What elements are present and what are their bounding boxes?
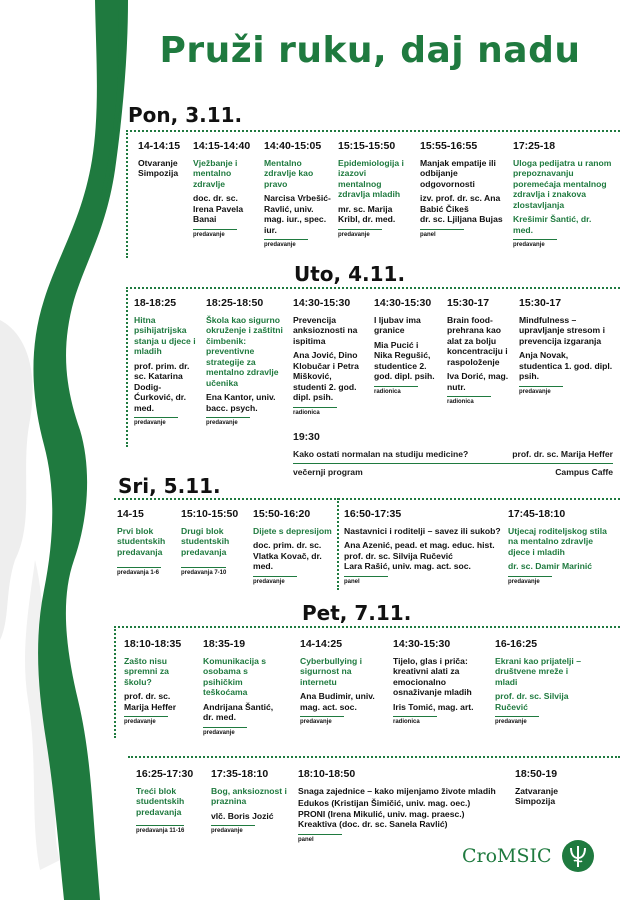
slot-title: Prevencija anksioznosti na ispitima	[293, 314, 358, 346]
slot-title: Brain food-prehrana kao alat za bolju koncentraciju i raspoloženje	[447, 314, 508, 367]
evening-time: 19:30	[293, 431, 320, 443]
schedule-slot	[203, 638, 281, 737]
slot-speaker: Anja Novak, studentica 1. god. dipl. psih.	[519, 350, 613, 382]
schedule-slot	[206, 297, 284, 427]
day-label-tue: Uto, 4.11.	[294, 262, 406, 286]
slot-time: 16-16:25	[495, 638, 538, 650]
schedule-slot	[136, 768, 202, 836]
slot-type: panel	[344, 576, 388, 586]
slot-time: 15:30-17	[447, 297, 490, 309]
slot-type: radionica	[447, 396, 491, 406]
schedule-slot	[293, 297, 367, 417]
slot-time: 18:10-18:50	[298, 768, 356, 780]
slot-type: predavanje	[338, 229, 382, 239]
slot-time: 18-18:25	[134, 297, 177, 309]
slot-title: Treći blok studentskih predavanja	[136, 785, 185, 817]
slot-title: Zašto nisu spremni za školu?	[124, 655, 169, 687]
slot-speaker: Krešimir Šantić, dr. med.	[513, 214, 592, 235]
slot-time: 14-14:15	[138, 140, 181, 152]
slot-title: Škola kao sigurno okruženje i zaštitni čimbenik: preventivne strategije za mentalno zdravlje učenika	[206, 314, 283, 388]
slot-title: Tijelo, glas i priča: kreativni alati za emocionalno osnaživanje mladih	[393, 655, 472, 698]
slot-title: Mentalno zdravlje kao pravo	[264, 157, 314, 189]
schedule-slot	[117, 508, 177, 578]
slot-type: predavanje	[519, 386, 563, 396]
divider-mon	[126, 130, 620, 132]
slot-speaker: Iris Tomić, mag. art.	[393, 701, 474, 712]
schedule-slot	[264, 140, 334, 250]
slot-time: 14:30-15:30	[374, 297, 432, 309]
slot-time: 14-15	[117, 508, 144, 520]
slot-time: 16:25-17:30	[136, 768, 194, 780]
slot-title: Utjecaj roditeljskog stila na mentalno zdravlje djece i mladih	[508, 525, 607, 557]
slot-time: 18:25-18:50	[206, 297, 264, 309]
slot-time: 14:30-15:30	[393, 638, 451, 650]
slot-time: 14:15-14:40	[193, 140, 251, 152]
slot-speaker: prof. prim. dr. sc. Katarina Dodig-Ćurković, dr. med.	[134, 360, 190, 413]
schedule-slot	[374, 297, 438, 396]
divider-tue-vertical	[126, 287, 128, 447]
schedule-slot	[393, 638, 483, 727]
slot-speaker: Andrijana Šantić, dr. med.	[203, 701, 274, 723]
divider-thu-vertical	[114, 626, 116, 738]
cromsic-logo	[462, 838, 596, 874]
grey-brush-stroke	[0, 320, 33, 640]
slot-speaker: Ena Kantor, univ. bacc. psych.	[206, 392, 276, 413]
slot-title: Zatvaranje Simpozija	[515, 785, 558, 807]
slot-type: panel	[298, 834, 342, 844]
slot-time: 15:55-16:55	[420, 140, 478, 152]
slot-speaker: vlč. Boris Jozić	[211, 810, 274, 821]
divider-thu	[114, 626, 620, 628]
slot-title: Komunikacija s osobama s psihičkim teškoćama	[203, 655, 267, 698]
divider-wed	[114, 498, 620, 500]
slot-speaker: Edukos (Kristijan Šimičić, univ. mag. oec.) PRONI (Irena Mikulić, univ. mag. praesc.) Kreaktiva (doc. dr. sc. Sanela Ravlić)	[298, 798, 471, 830]
caduceus-icon	[560, 838, 596, 874]
slot-type: predavanja 1-6	[117, 567, 161, 577]
slot-type: predavanje	[206, 417, 250, 427]
day-label-mon: Pon, 3.11.	[128, 103, 243, 127]
divider-mon-vertical	[126, 130, 128, 258]
slot-speaker: Iva Dorić, mag. nutr.	[447, 371, 509, 392]
evening-program	[293, 431, 613, 477]
slot-title: Cyberbullying i sigurnost na internetu	[300, 655, 363, 687]
slot-time: 15:30-17	[519, 297, 562, 309]
slot-type: panel	[420, 229, 464, 239]
slot-title: Ekrani kao prijatelji – društvene mreže i mladi	[495, 655, 581, 687]
slot-time: 17:25-18	[513, 140, 556, 152]
evening-question: Kako ostati normalan na studiju medicine?	[293, 449, 469, 459]
schedule-slot	[515, 768, 585, 807]
slot-title: Snaga zajednice – kako mijenjamo živote mladih	[298, 785, 496, 796]
slot-speaker: doc. dr. sc. Irena Pavela Banai	[193, 193, 244, 225]
slot-title: Prvi blok studentskih predavanja	[117, 525, 166, 557]
evening-rule	[293, 463, 613, 464]
slot-title: Mindfulness – upravljanje stresom i prevencija izgaranja	[519, 314, 605, 346]
slot-type: predavanje	[264, 239, 308, 249]
slot-time: 18:35-19	[203, 638, 246, 650]
slot-type: predavanje	[300, 716, 344, 726]
slot-speaker: Narcisa Vrbešić-Ravlić, univ. mag. iur., spec. iur.	[264, 193, 331, 235]
schedule-slot	[508, 508, 614, 586]
day-label-wed: Sri, 5.11.	[118, 474, 221, 498]
slot-time: 14:40-15:05	[264, 140, 322, 152]
schedule-slot	[211, 768, 287, 836]
slot-type: predavanje	[134, 417, 178, 427]
slot-time: 14-14:25	[300, 638, 343, 650]
slot-type: radionica	[393, 716, 437, 726]
schedule-slot	[124, 638, 194, 727]
slot-type: predavanja 11-16	[136, 825, 184, 835]
slot-speaker: doc. prim. dr. sc. Vlatka Kovač, dr. med.	[253, 540, 322, 572]
slot-type: predavanje	[253, 576, 297, 586]
schedule-slot	[447, 297, 509, 407]
slot-speaker: Ana Azenić, pead. et mag. educ. hist. prof. dr. sc. Silvija Ručević Lara Rašić, univ. mag. act. soc.	[344, 540, 495, 572]
slot-type: predavanja 7-10	[181, 567, 226, 577]
slot-type: radionica	[374, 386, 418, 396]
slot-time: 18:10-18:35	[124, 638, 182, 650]
slot-type: predavanje	[193, 229, 237, 239]
evening-place: Campus Caffe	[555, 467, 613, 477]
day-label-thu: Pet, 7.11.	[302, 601, 412, 625]
schedule-slot	[519, 297, 613, 396]
logo-text: CroMSIC	[462, 845, 552, 867]
slot-type: predavanje	[124, 716, 168, 726]
schedule-slot	[495, 638, 585, 727]
divider-wed-vertical	[337, 498, 339, 590]
schedule-slot	[298, 768, 504, 844]
schedule-slot	[193, 140, 259, 239]
slot-type: radionica	[293, 407, 337, 417]
slot-title: Manjak empatije ili odbijanje odgovornosti	[420, 157, 496, 189]
slot-time: 18:50-19	[515, 768, 558, 780]
slot-time: 15:10-15:50	[181, 508, 239, 520]
slot-speaker: mr. sc. Marija Kribl, dr. med.	[338, 203, 396, 225]
schedule-slot	[300, 638, 384, 727]
slot-time: 15:50-16:20	[253, 508, 311, 520]
slot-speaker: Ana Budimir, univ. mag. act. soc.	[300, 691, 375, 712]
schedule-slot	[513, 140, 613, 250]
divider-tue	[126, 287, 620, 289]
slot-speaker: Ana Jović, Dino Klobučar i Petra Mišković, studenti 2. god. dipl. psih.	[293, 350, 359, 403]
slot-speaker: prof. dr. sc. Marija Heffer	[124, 691, 177, 712]
slot-title: Otvaranje Simpozija	[138, 157, 179, 179]
slot-title: Drugi blok studentskih predavanja	[181, 525, 230, 557]
schedule-slot	[420, 140, 504, 239]
slot-title: I ljubav ima granice	[374, 314, 421, 336]
page-title: Pruži ruku, daj nadu	[159, 30, 581, 71]
slot-time: 16:50-17:35	[344, 508, 402, 520]
slot-type: predavanje	[211, 825, 255, 835]
slot-title: Bog, anksioznost i praznina	[211, 785, 287, 807]
slot-type: predavanje	[508, 576, 552, 586]
slot-title: Dijete s depresijom	[253, 525, 332, 536]
schedule-slot	[134, 297, 200, 427]
evening-speaker: prof. dr. sc. Marija Heffer	[512, 449, 613, 459]
slot-title: Vježbanje i mentalno zdravlje	[193, 157, 238, 189]
slot-title: Uloga pedijatra u ranom prepoznavanju poremećaja mentalnog zdravlja i znakova zlostavljanja	[513, 157, 612, 210]
divider-thu-bottom	[128, 756, 620, 758]
slot-speaker: Mia Pucić i Nika Regušić, studentice 2. god. dipl. psih.	[374, 339, 435, 382]
schedule-slot	[344, 508, 502, 586]
slot-type: predavanje	[495, 716, 539, 726]
slot-speaker: izv. prof. dr. sc. Ana Babić Čikeš dr. sc. Ljiljana Bujas	[420, 193, 503, 225]
slot-title: Epidemiologija i izazovi mentalnog zdravlja mladih	[338, 157, 404, 200]
evening-type: večernji program	[293, 467, 363, 477]
slot-speaker: prof. dr. sc. Silvija Ručević	[495, 691, 569, 712]
slot-time: 17:45-18:10	[508, 508, 566, 520]
slot-type: predavanje	[513, 239, 557, 249]
slot-time: 15:15-15:50	[338, 140, 396, 152]
slot-title: Hitna psihijatrijska stanja u djece i mladih	[134, 314, 196, 357]
slot-speaker: dr. sc. Damir Marinić	[508, 561, 593, 572]
schedule-slot	[253, 508, 333, 586]
schedule-slot	[338, 140, 410, 239]
schedule-slot	[181, 508, 247, 578]
slot-time: 14:30-15:30	[293, 297, 351, 309]
slot-type: predavanje	[203, 727, 247, 737]
slot-time: 17:35-18:10	[211, 768, 269, 780]
slot-title: Nastavnici i roditelji – savez ili sukob?	[344, 525, 501, 536]
schedule-slot	[138, 140, 188, 179]
